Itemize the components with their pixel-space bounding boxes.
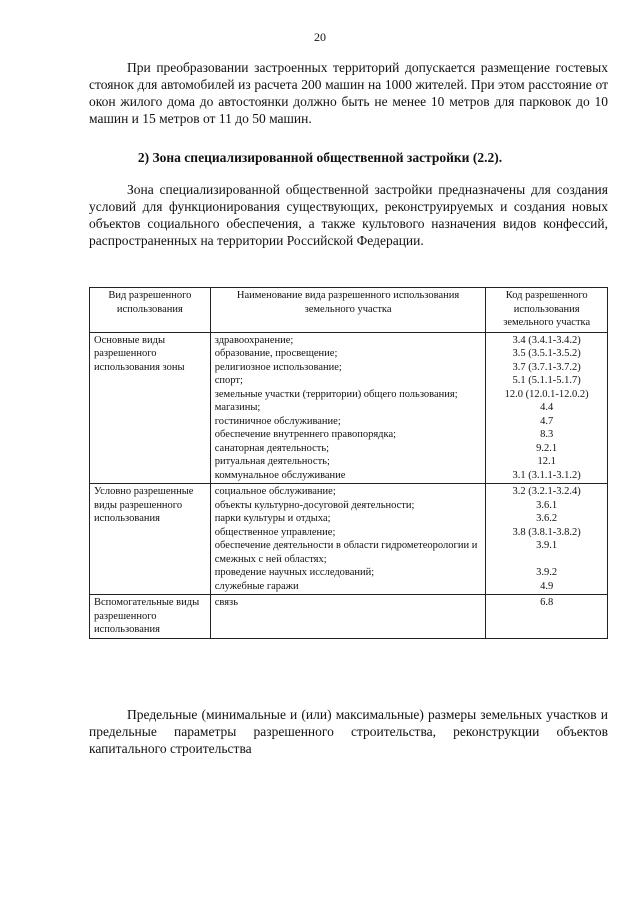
- use-name: парки культуры и отдыха;: [214, 513, 331, 524]
- use-code: 3.6.2: [536, 513, 558, 524]
- table-body: [90, 332, 608, 638]
- table-row: [90, 332, 608, 484]
- use-code: 3.8 (3.8.1-3.8.2): [512, 526, 581, 538]
- permitted-use-table: [89, 287, 608, 639]
- use-code: 5.1 (5.1.1-5.1.7): [512, 375, 581, 386]
- table-row: [90, 595, 608, 639]
- paragraph-parking: При преобразовании застроенных территорий допускается размещение гостевых стоянок для автомобилей из расчета 200 машин на 1000 жителей. При этом расстояние от окон жилого дома до автостоянки должно быть не менее 10 метров для парковок до 10 машин и 15 метров от 11 до 50 машин.: [89, 60, 608, 126]
- use-name: санаторная деятельность;: [214, 442, 330, 454]
- use-code: 9.2.1: [536, 442, 558, 454]
- use-name: проведение научных исследований;: [214, 567, 375, 578]
- header-use-type: Вид разрешенного использования: [90, 288, 211, 333]
- paragraph-zone-description: Зона специализированной общественной застройки предназначены для создания условий для функционирования существующих, реконструируемых и создания новых объектов социального обеспечения, а также культового назначения видов конфессий, распространенных на территории Российской Федерации.: [89, 182, 608, 248]
- use-code: 4.7: [540, 415, 554, 427]
- use-code: 3.6.1: [536, 499, 558, 511]
- use-code: 12.1: [537, 456, 556, 467]
- category-cell: Вспомогательные виды разрешенного использования: [90, 595, 211, 639]
- use-name: земельные участки (территории) общего пользования;: [214, 388, 458, 400]
- use-code: 3.1 (3.1.1-3.1.2): [512, 469, 581, 481]
- use-names-cell: [210, 332, 486, 484]
- use-name: ритуальная деятельность;: [214, 456, 330, 467]
- use-name: здравоохранение;: [214, 334, 294, 346]
- table-row: [90, 484, 608, 595]
- use-name: коммунальное обслуживание: [214, 469, 346, 481]
- use-code: 12.0 (12.0.1-12.0.2): [504, 388, 589, 400]
- use-code: 3.9.2: [536, 567, 558, 578]
- use-name: обеспечение деятельности в области гидрометеорологии и смежных с ней областях;: [214, 540, 478, 565]
- use-name: общественное управление;: [214, 526, 336, 538]
- category-cell: Условно разрешенные виды разрешенного использования: [90, 484, 211, 595]
- use-code: 3.2 (3.2.1-3.2.4): [512, 486, 581, 497]
- use-name: религиозное использование;: [214, 361, 342, 373]
- use-codes-cell: [486, 332, 608, 484]
- use-codes-cell: [486, 595, 608, 639]
- use-code: 3.7 (3.7.1-3.7.2): [512, 361, 581, 373]
- use-codes-cell: [486, 484, 608, 595]
- use-name: магазины;: [214, 402, 261, 413]
- table-header-row: [90, 288, 608, 333]
- use-name: гостиничное обслуживание;: [214, 415, 341, 427]
- use-code: 6.8: [540, 597, 554, 608]
- use-code: 3.4 (3.4.1-3.4.2): [512, 334, 581, 346]
- use-name: спорт;: [214, 375, 243, 386]
- use-name: обеспечение внутреннего правопорядка;: [214, 429, 397, 440]
- use-code: 8.3: [540, 429, 554, 440]
- use-code: 4.4: [540, 402, 554, 413]
- category-cell: Основные виды разрешенного использования зоны: [90, 332, 211, 484]
- paragraph-limits: Предельные (минимальные и (или) максимальные) размеры земельных участков и предельные параметры разрешенного строительства, реконструкции объектов капитального строительства: [89, 707, 608, 756]
- use-names-cell: [210, 484, 486, 595]
- use-code: 4.9: [540, 580, 554, 592]
- use-code: 3.9.1: [536, 540, 558, 551]
- header-use-name: Наименование вида разрешенного использования земельного участка: [210, 288, 486, 333]
- page-number: 20: [314, 30, 326, 44]
- use-name: связь: [214, 597, 238, 608]
- use-name: образование, просвещение;: [214, 348, 338, 359]
- section-heading: 2) Зона специализированной общественной застройки (2.2).: [137, 150, 503, 165]
- use-names-cell: [210, 595, 486, 639]
- use-name: социальное обслуживание;: [214, 486, 336, 497]
- use-code: 3.5 (3.5.1-3.5.2): [512, 348, 581, 359]
- use-name: объекты культурно-досуговой деятельности;: [214, 499, 415, 511]
- header-use-code: Код разрешенного использования земельного участка: [486, 288, 608, 333]
- use-name: служебные гаражи: [214, 580, 299, 592]
